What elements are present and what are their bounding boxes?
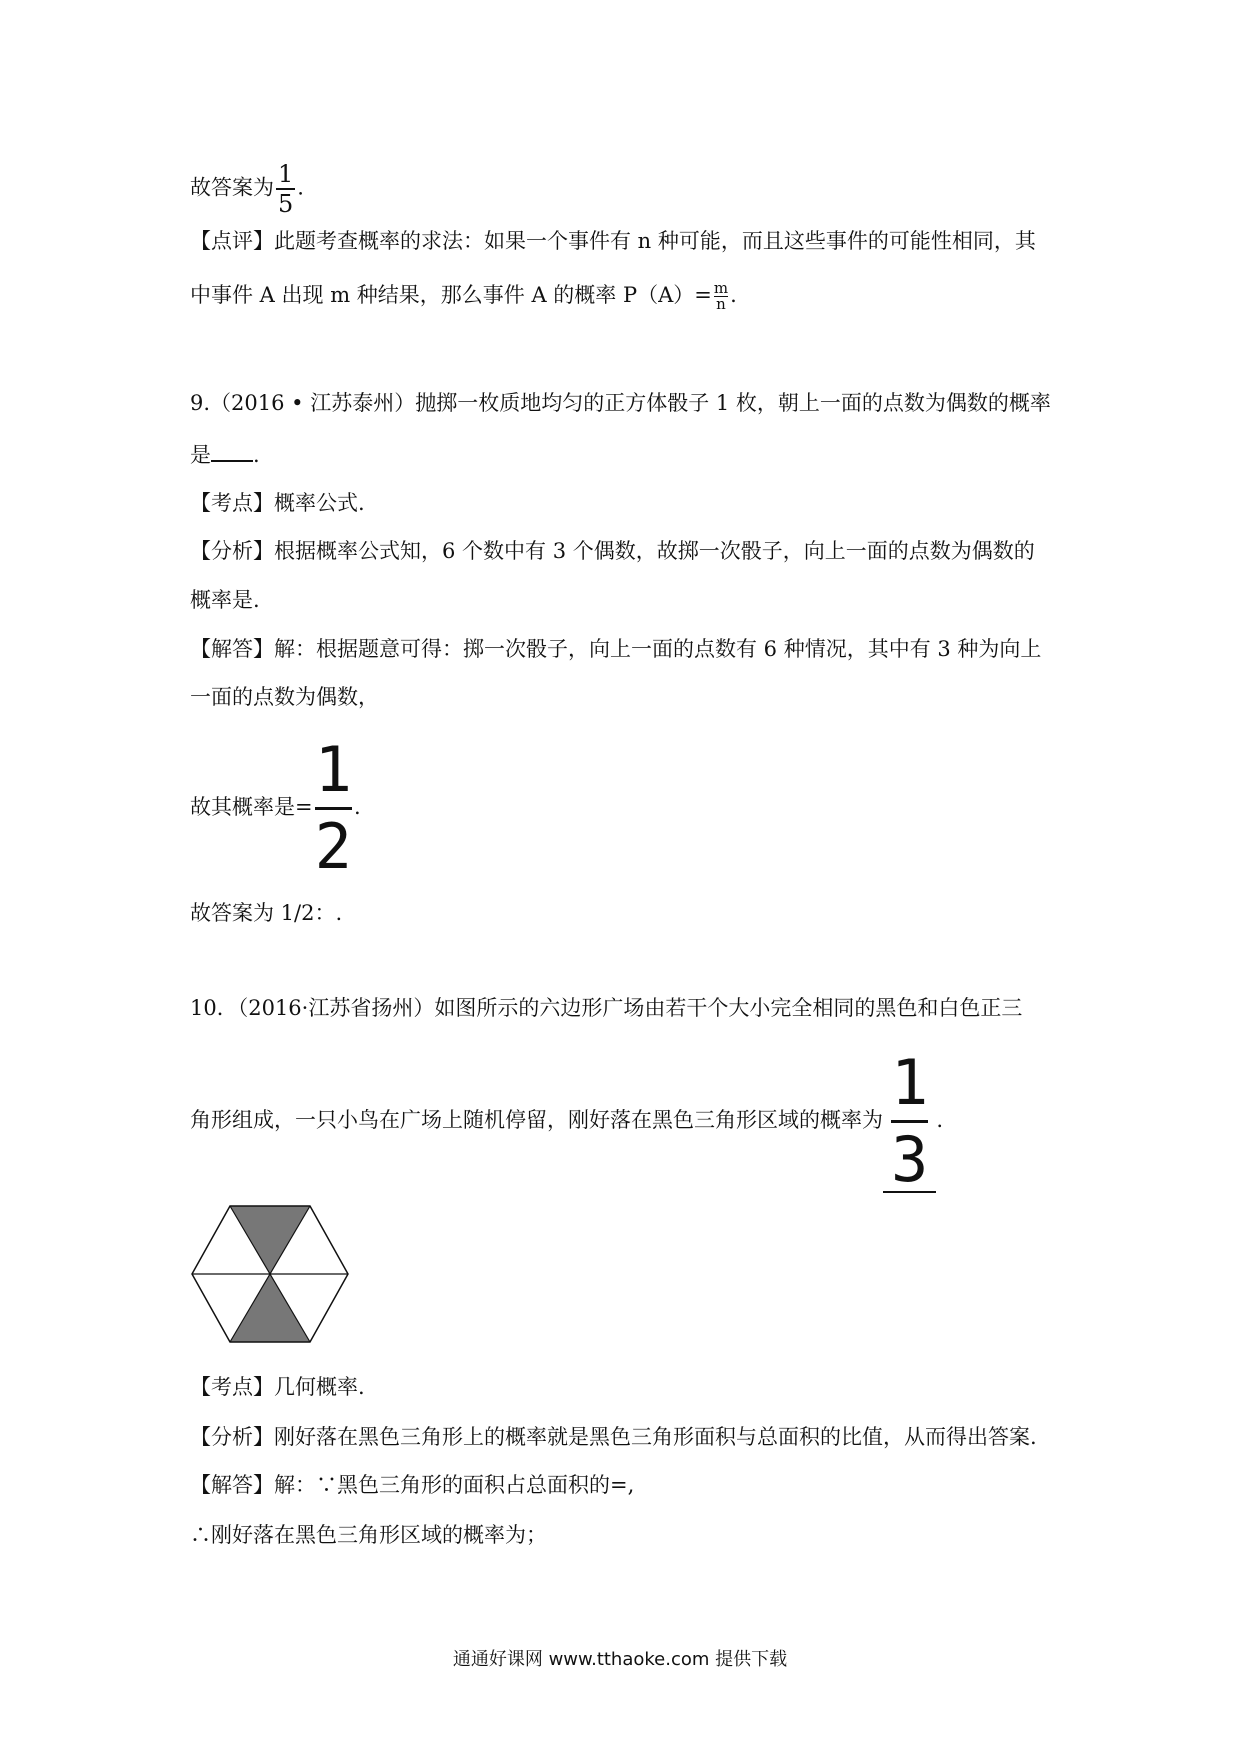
q9-kaodian: 【考点】概率公式. [190,491,365,515]
q9-fenxi-line-1: 【分析】根据概率公式知，6 个数中有 3 个偶数，故掷一次骰子，向上一面的点数为偶数的 [190,539,1035,563]
fraction-one-half: $\frac{1}{2}$ [314,733,352,883]
answer-blank [211,440,253,462]
q9-jieda-line-2: 一面的点数为偶数， [190,685,379,709]
answer-line-q8: 故答案为 $\frac{1}{5}$ . [190,160,304,218]
question-10-line-1: 10．（2016·江苏省扬州）如图所示的六边形广场由若干个大小完全相同的黑色和白色正三 [190,996,1023,1020]
fraction-one-fifth: $\frac{1}{5}$ [278,160,294,218]
q9-jieda-line-1: 【解答】解：根据题意可得：掷一次骰子，向上一面的点数有 6 种情况，其中有 3 种为向上 [190,637,1042,661]
dark-triangle-bottom [230,1274,310,1342]
q9-fenxi-line-2: 概率是. [190,588,260,612]
dark-triangle-top [230,1206,310,1274]
fraction-one-third: $\frac{1}{3}$ [891,1046,929,1196]
answer-blank-filled [883,1046,936,1196]
q10-jieda: 【解答】解：∵黑色三角形的面积占总面积的=, [190,1473,635,1497]
question-9-line-1: 9.（2016 • 江苏泰州）抛掷一枚质地均匀的正方体骰子 1 枚，朝上一面的点数为偶数的概率 [190,391,1051,415]
q9-answer: 故答案为 1/2：. [190,901,343,925]
q10-conclusion: ∴刚好落在黑色三角形区域的概率为； [190,1523,547,1547]
q9-probability-line: 故其概率是= $\frac{1}{2}$ . [190,733,361,883]
page-footer: 通通好课网 www.tthaoke.com 提供下载 [452,1649,788,1670]
question-10-line-2: 角形组成，一只小鸟在广场上随机停留，刚好落在黑色三角形区域的概率为 $\frac{1}{3}$ . [190,1046,944,1196]
comment-line-1: 【点评】此题考查概率的求法：如果一个事件有 n 种可能，而且这些事件的可能性相同，其 [190,229,1036,253]
comment-line-2: 中事件 A 出现 m 种结果，那么事件 A 的概率 P（A）= $\frac{m}{n}$ . [190,279,737,313]
q10-kaodian: 【考点】几何概率. [190,1375,365,1399]
fraction-m-over-n: $\frac{m}{n}$ [713,279,729,313]
question-9-line-2: 是 . [190,440,260,470]
q10-fenxi: 【分析】刚好落在黑色三角形上的概率就是黑色三角形面积与总面积的比值，从而得出答案. [190,1425,1037,1449]
hexagon-figure [190,1204,350,1344]
